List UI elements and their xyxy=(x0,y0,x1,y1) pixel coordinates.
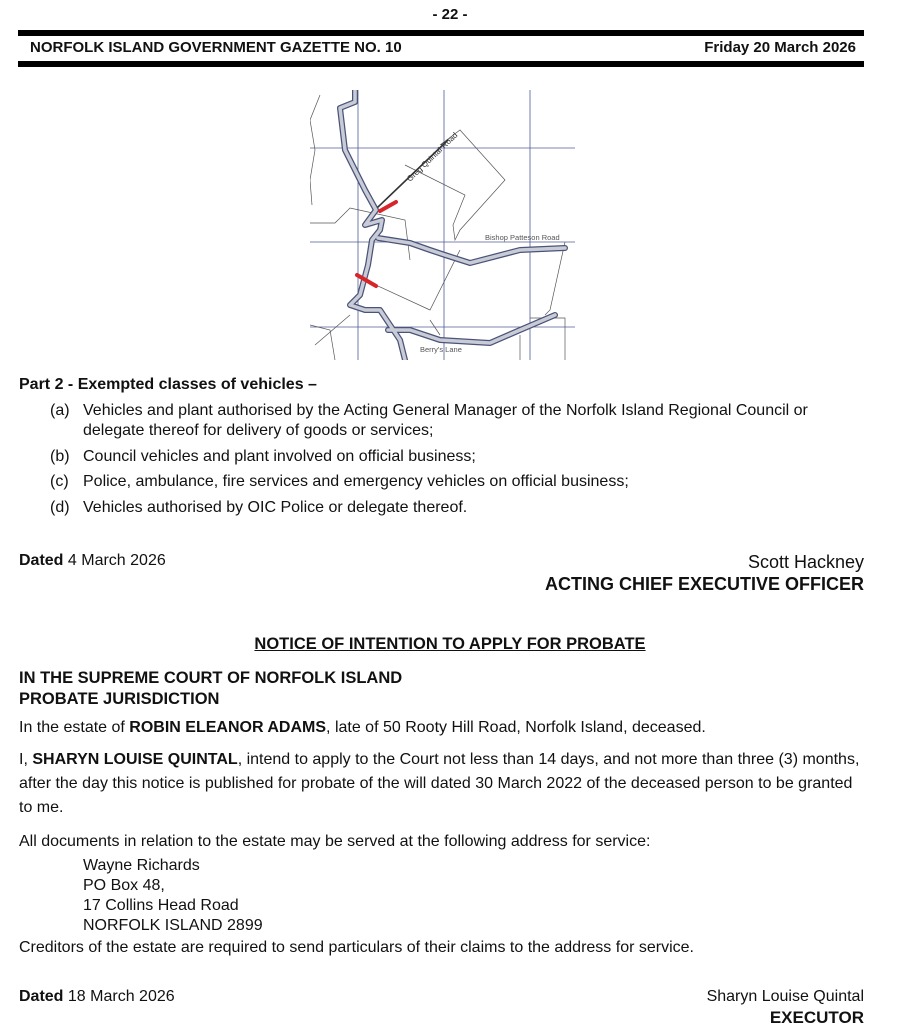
dated-line-2 xyxy=(19,988,175,1006)
applicant-name: SHARYN LOUISE QUINTAL xyxy=(32,751,238,768)
signatory-name-1: Scott Hackney xyxy=(747,552,864,572)
gazette-title: NORFOLK ISLAND GOVERNMENT GAZETTE NO. 10 xyxy=(30,39,402,56)
label-bishop-patteson-road: Bishop Patteson Road xyxy=(485,233,560,242)
signatory-title-2: EXECUTOR xyxy=(769,1008,864,1027)
jurisdiction-heading: PROBATE JURISDICTION xyxy=(19,690,220,708)
property-boundaries xyxy=(310,95,565,360)
list-item xyxy=(50,401,830,441)
road-closure-map xyxy=(310,90,575,360)
address-line: Wayne Richards xyxy=(83,857,200,874)
label-greg-quintal-road: Greg Quintal Road xyxy=(405,130,460,184)
intention-paragraph xyxy=(19,748,869,820)
list-item-text: Vehicles and plant authorised by the Acting General Manager of the Norfolk Island Regional Council or delegate thereof for delivery of goods or services; xyxy=(83,402,808,439)
signatory-name-2: Sharyn Louise Quintal xyxy=(706,988,864,1005)
list-item xyxy=(50,498,830,518)
dated-value: 18 March 2026 xyxy=(63,988,175,1005)
list-item-label: (d) xyxy=(50,498,70,516)
dated-label: Dated xyxy=(19,988,64,1005)
list-item-text: Vehicles authorised by OIC Police or delegate thereof. xyxy=(83,498,468,516)
text-run: I, xyxy=(19,751,33,768)
list-item-text: Council vehicles and plant involved on official business; xyxy=(83,447,476,465)
text-run: In the estate of xyxy=(19,719,130,736)
header-rule-top xyxy=(18,30,864,36)
list-item-label: (c) xyxy=(50,473,69,490)
text-run: , intend to apply to the Court not less than 14 days, and not more than three (3) months, after the day this notice is published for probate of the will dated 30 March 2022 of the deceased person to be granted to me. xyxy=(19,751,860,816)
address-line: NORFOLK ISLAND 2899 xyxy=(83,917,263,934)
dated-value: 4 March 2026 xyxy=(63,552,166,569)
page-number: - 22 - xyxy=(432,6,468,23)
notice-title: NOTICE OF INTENTION TO APPLY FOR PROBATE xyxy=(254,635,646,653)
exempted-vehicles-list xyxy=(50,401,830,523)
gazette-date: Friday 20 March 2026 xyxy=(704,39,856,56)
signatory-title-1: ACTING CHIEF EXECUTIVE OFFICER xyxy=(544,574,864,594)
list-item-label: (a) xyxy=(50,402,70,419)
deceased-name: ROBIN ELEANOR ADAMS xyxy=(129,719,327,736)
list-item-label: (b) xyxy=(50,447,70,465)
map-grid xyxy=(310,90,575,360)
court-heading: IN THE SUPREME COURT OF NORFOLK ISLAND xyxy=(19,669,403,687)
address-line: 17 Collins Head Road xyxy=(83,897,239,914)
dated-line-1 xyxy=(19,552,166,570)
header-rule-bottom xyxy=(18,61,864,67)
address-line: PO Box 48, xyxy=(83,877,165,894)
list-item-text: Police, ambulance, fire services and emergency vehicles on official business; xyxy=(83,473,629,490)
service-address xyxy=(83,856,263,936)
creditors-paragraph: Creditors of the estate are required to send particulars of their claims to the address for service. xyxy=(19,939,694,956)
list-item xyxy=(50,472,830,492)
text-run: , late of 50 Rooty Hill Road, Norfolk Island, deceased. xyxy=(326,719,706,736)
estate-paragraph xyxy=(19,716,869,740)
label-berrys-lane: Berry's Lane xyxy=(420,345,462,354)
service-paragraph: All documents in relation to the estate may be served at the following address for service: xyxy=(19,833,651,850)
part2-title: Part 2 - Exempted classes of vehicles – xyxy=(19,376,317,393)
list-item xyxy=(50,447,830,467)
dated-label: Dated xyxy=(19,552,64,569)
